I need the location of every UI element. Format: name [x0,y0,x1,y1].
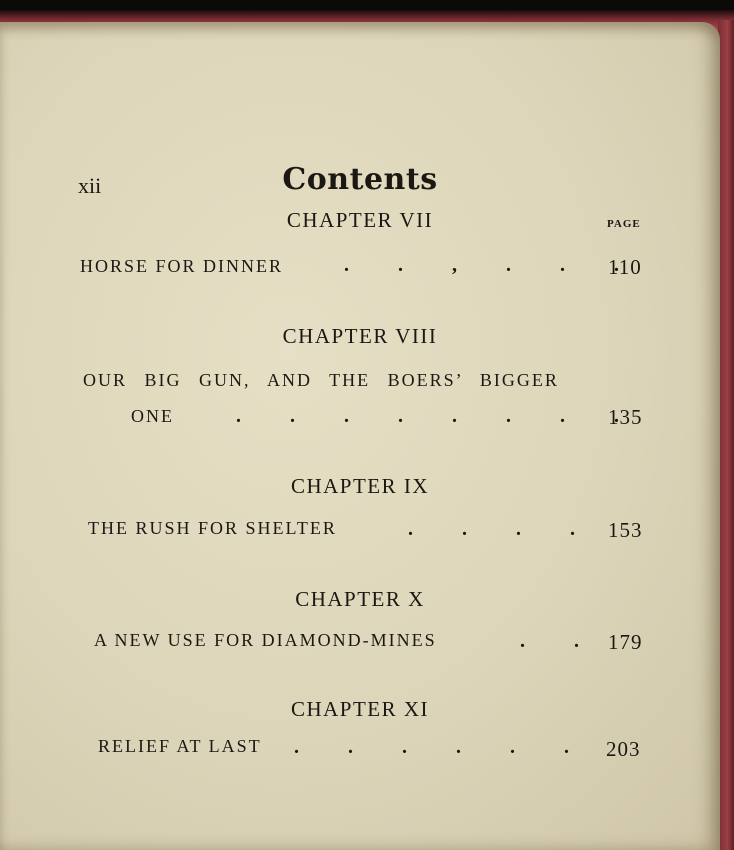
chapter-page-number: 153 [608,518,643,542]
chapter-page-number: 135 [608,405,643,429]
page-title: Contents [282,162,438,197]
chapter-heading: CHAPTER VII [286,208,434,232]
chapter-entry-title: RELIEF AT LAST [98,736,262,756]
chapter-heading: CHAPTER VIII [282,324,438,348]
chapter-entry-title-continued: ONE [131,406,174,426]
chapter-page-number: 110 [608,255,642,279]
leader-dots: . . . . . . [294,736,569,758]
chapter-page-number: 203 [606,737,641,761]
leader-dots: . . . . . . . . [236,405,619,427]
book-binding-right [718,20,734,850]
chapter-entry-title: OUR BIG GUN, AND THE BOERS’ BIGGER [83,370,559,390]
leader-dots: . . . . [408,518,575,540]
chapter-heading: CHAPTER X [295,587,425,611]
chapter-page-number: 179 [608,630,643,654]
book-page [0,22,720,850]
page-folio: xii [78,173,102,198]
chapter-heading: CHAPTER XI [290,697,430,721]
chapter-entry-title: THE RUSH FOR SHELTER [88,518,337,538]
chapter-entry-title: HORSE FOR DINNER [80,256,284,276]
leader-dots: . . , . . . [344,254,619,276]
chapter-entry-title: A NEW USE FOR DIAMOND-MINES [94,630,437,650]
page-column-label: PAGE [607,218,641,230]
chapter-heading: CHAPTER IX [290,474,430,498]
leader-dots: . . [520,630,579,652]
